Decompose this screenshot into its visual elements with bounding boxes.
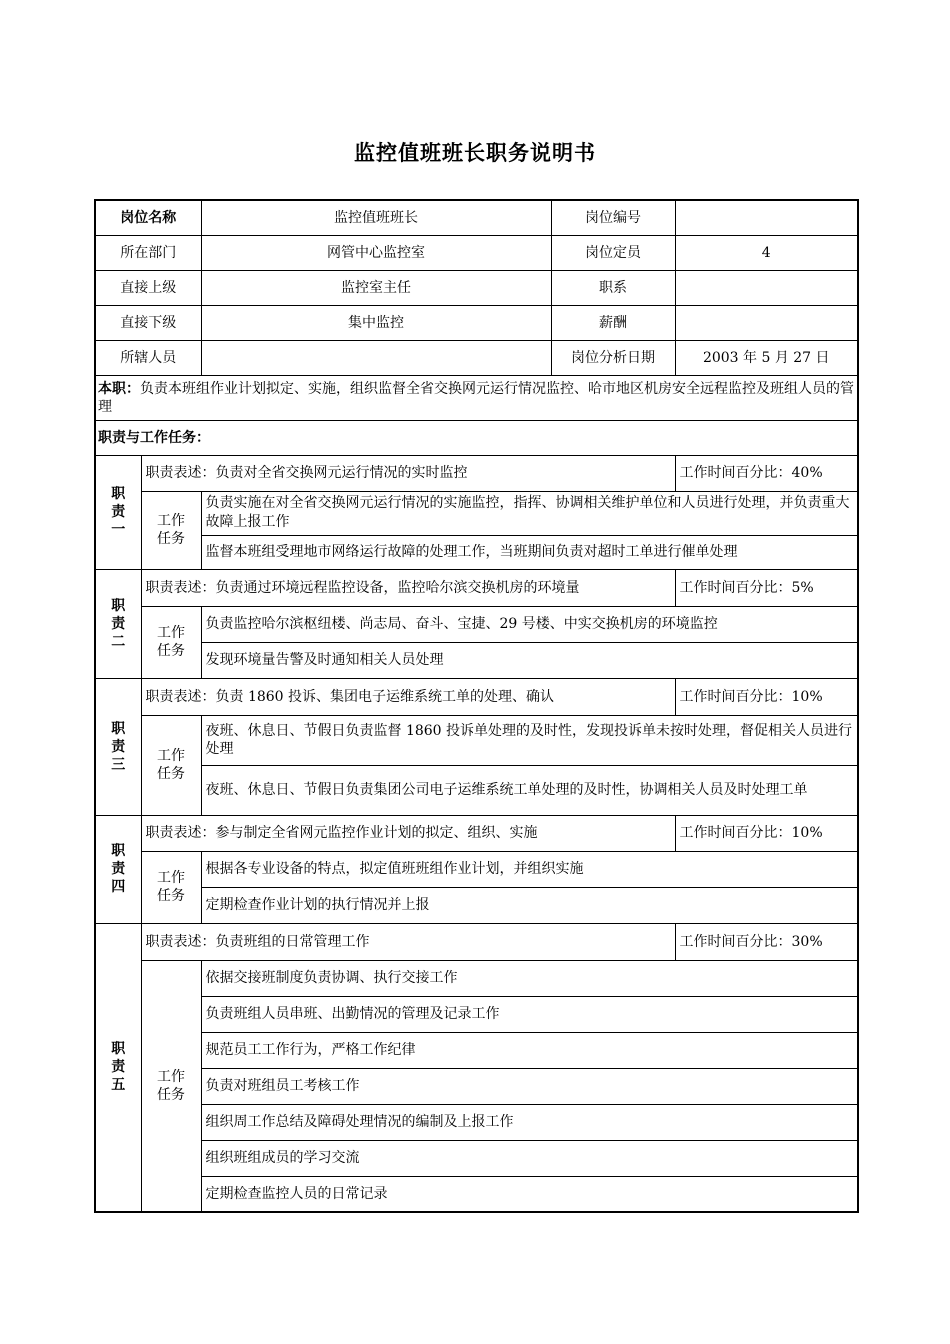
duty-3-work-task-label: 工作 任务 — [141, 715, 201, 815]
duty-1-task-row — [95, 491, 858, 535]
duty-3-task-1: 夜班、休息日、节假日负责监督 1860 投诉单处理的及时性，发现投诉单未按时处理，督促相关人员进行处理 — [201, 715, 858, 765]
duty-2-task-1: 负责监控哈尔滨枢纽楼、尚志局、奋斗、宝捷、29 号楼、中实交换机房的环境监控 — [201, 606, 858, 642]
duty-3-desc-row — [95, 678, 858, 715]
subordinate-label: 直接下级 — [95, 305, 201, 340]
series-value — [675, 270, 858, 305]
duty-1-task-2: 监督本班组受理地市网络运行故障的处理工作，当班期间负责对超时工单进行催单处理 — [201, 535, 858, 569]
job-description-table — [94, 199, 859, 1213]
duty-5-task-row-5 — [95, 1104, 858, 1140]
duty-2-desc: 职责表述：负责通过环境远程监控设备，监控哈尔滨交换机房的环境量 — [141, 569, 675, 606]
duty-5-task-2: 负责班组人员串班、出勤情况的管理及记录工作 — [201, 996, 858, 1032]
duty-5-task-4: 负责对班组员工考核工作 — [201, 1068, 858, 1104]
duty-1-work-task-label: 工作 任务 — [141, 491, 201, 569]
duty-5-task-row-2 — [95, 996, 858, 1032]
job-no-value — [675, 200, 858, 235]
duty-5-pct: 工作时间百分比：30% — [675, 923, 858, 960]
duty-5-task-row-4 — [95, 1068, 858, 1104]
summary-text: 负责本班组作业计划拟定、实施，组织监督全省交换网元运行情况监控、哈市地区机房安全远程监控及班组人员的管理 — [98, 380, 854, 415]
duty-4-desc-row — [95, 815, 858, 851]
duties-header: 职责与工作任务： — [95, 420, 858, 455]
quota-label: 岗位定员 — [551, 235, 675, 270]
duty-4-task-row — [95, 851, 858, 887]
row-superior — [95, 270, 858, 305]
duty-5-task-6: 组织班组成员的学习交流 — [201, 1140, 858, 1176]
duty-3-task-row — [95, 715, 858, 765]
superior-label: 直接上级 — [95, 270, 201, 305]
duty-5-desc-row — [95, 923, 858, 960]
duty-3-pct: 工作时间百分比：10% — [675, 678, 858, 715]
duty-4-desc: 职责表述：参与制定全省网元监控作业计划的拟定、组织、实施 — [141, 815, 675, 851]
duty-3-task-2: 夜班、休息日、节假日负责集团公司电子运维系统工单处理的及时性，协调相关人员及时处理工单 — [201, 765, 858, 815]
duty-5-task-5: 组织周工作总结及障碍处理情况的编制及上报工作 — [201, 1104, 858, 1140]
duty-2-label: 职 责 二 — [95, 569, 141, 678]
job-name-value: 监控值班班长 — [201, 200, 551, 235]
salary-label: 薪酬 — [551, 305, 675, 340]
superior-value: 监控室主任 — [201, 270, 551, 305]
date-label: 岗位分析日期 — [551, 340, 675, 375]
duty-5-task-row-7 — [95, 1176, 858, 1212]
duty-5-work-task-label: 工作 任务 — [141, 960, 201, 1212]
duty-4-task-2: 定期检查作业计划的执行情况并上报 — [201, 887, 858, 923]
row-job-name — [95, 200, 858, 235]
duty-4-work-task-label: 工作 任务 — [141, 851, 201, 923]
summary-label: 本职： — [98, 380, 140, 397]
series-label: 职系 — [551, 270, 675, 305]
duty-4-task-row-2 — [95, 887, 858, 923]
duty-4-pct: 工作时间百分比：10% — [675, 815, 858, 851]
duty-2-task-row — [95, 606, 858, 642]
duty-4-label: 职 责 四 — [95, 815, 141, 923]
duty-3-task-row-2 — [95, 765, 858, 815]
salary-value — [675, 305, 858, 340]
duty-2-task-2: 发现环境量告警及时通知相关人员处理 — [201, 642, 858, 678]
duty-1-label: 职 责 一 — [95, 455, 141, 569]
page-title: 监控值班班长职务说明书 — [354, 141, 596, 165]
staff-label: 所辖人员 — [95, 340, 201, 375]
duty-5-task-row-3 — [95, 1032, 858, 1068]
quota-value: 4 — [675, 235, 858, 270]
duty-5-desc: 职责表述：负责班组的日常管理工作 — [141, 923, 675, 960]
duty-5-task-7: 定期检查监控人员的日常记录 — [201, 1176, 858, 1212]
job-name-label: 岗位名称 — [95, 200, 201, 235]
duty-2-pct: 工作时间百分比：5% — [675, 569, 858, 606]
duty-3-label: 职 责 三 — [95, 678, 141, 815]
duty-2-work-task-label: 工作 任务 — [141, 606, 201, 678]
duty-5-task-row-6 — [95, 1140, 858, 1176]
row-dept — [95, 235, 858, 270]
duty-1-task-row-2 — [95, 535, 858, 569]
duty-3-desc: 职责表述：负责 1860 投诉、集团电子运维系统工单的处理、确认 — [141, 678, 675, 715]
duty-5-label: 职 责 五 — [95, 923, 141, 1212]
staff-value — [201, 340, 551, 375]
duty-1-desc-row — [95, 455, 858, 491]
job-no-label: 岗位编号 — [551, 200, 675, 235]
duty-1-desc: 职责表述：负责对全省交换网元运行情况的实时监控 — [141, 455, 675, 491]
row-staff — [95, 340, 858, 375]
duty-1-task-1: 负责实施在对全省交换网元运行情况的实施监控，指挥、协调相关维护单位和人员进行处理，并负责重大故障上报工作 — [201, 491, 858, 535]
duty-1-pct: 工作时间百分比：40% — [675, 455, 858, 491]
duty-2-task-row-2 — [95, 642, 858, 678]
duty-2-desc-row — [95, 569, 858, 606]
dept-label: 所在部门 — [95, 235, 201, 270]
summary-cell — [95, 375, 858, 420]
duty-4-task-1: 根据各专业设备的特点，拟定值班班组作业计划，并组织实施 — [201, 851, 858, 887]
row-duties-header — [95, 420, 858, 455]
duty-5-task-1: 依据交接班制度负责协调、执行交接工作 — [201, 960, 858, 996]
date-value: 2003 年 5 月 27 日 — [675, 340, 858, 375]
dept-value: 网管中心监控室 — [201, 235, 551, 270]
row-summary — [95, 375, 858, 420]
duty-5-task-3: 规范员工工作行为，严格工作纪律 — [201, 1032, 858, 1068]
row-subordinate — [95, 305, 858, 340]
duty-5-task-row — [95, 960, 858, 996]
subordinate-value: 集中监控 — [201, 305, 551, 340]
